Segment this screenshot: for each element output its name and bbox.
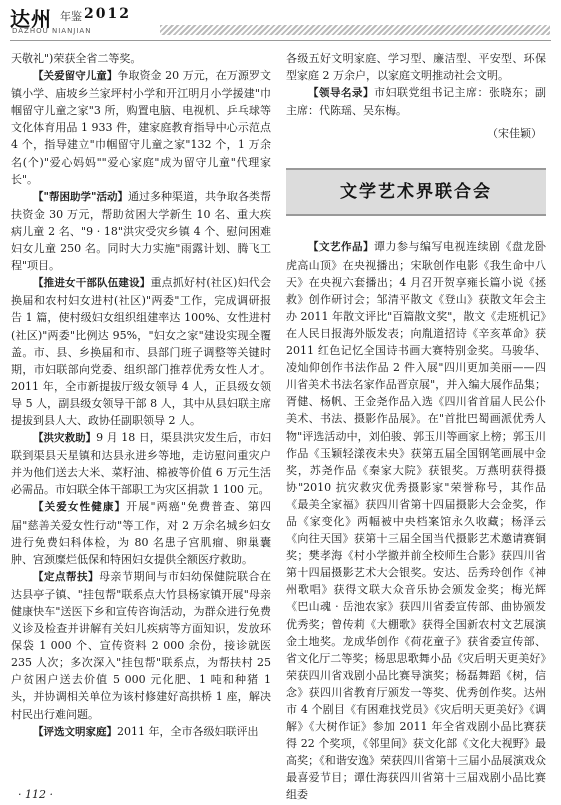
page-number: · 112 ·: [18, 788, 53, 801]
paragraph-text: 各级五好文明家庭、学习型、廉洁型、平安型、环保型家庭 2 万余户，以家庭文明推动社会文明。: [286, 52, 546, 83]
right-column-bottom: [286, 238, 546, 803]
paragraph-text: 母亲节期间与市妇幼保健院联合在达县亭子镇、"挂包帮"联系点大竹县杨家镇开展"母亲健康快车"送医下乡和宣传咨询活动，为群众进行免费义诊及检查并讲解有关妇儿疾病等方面知识，发放环保袋 1 000 个、宣传资料 2 000 余份，接诊就医 235 人次；多次深入"挂包帮"联系点，为帮扶村 25 户贫困户送去价值 5 000 元化肥、1 吨和种猪 1 头，并协调相关单位为该村修建好高拱桥 1 座，解决村民出行难问题。: [11, 569, 271, 721]
paragraph-p5: [11, 498, 271, 567]
paragraph-p7: [11, 723, 271, 741]
paragraph-p4: [11, 429, 271, 498]
paragraph-cont: [286, 50, 546, 84]
header-rule: [10, 40, 551, 41]
yearbook-subtitle: 年鉴: [60, 10, 82, 23]
paragraph-p6: [11, 568, 271, 723]
right-column: [286, 50, 546, 804]
yearbook-year: 2012: [84, 6, 131, 22]
paragraph-p2: [11, 188, 271, 274]
paragraph-text: 争取资金 20 万元，在万源罗文镇小学、庙坡乡兰家坪村小学和开江明月小学援建"巾帼留守儿童之家"3 所，购置电脑、电视机、乒乓球等文化体育用品 1 933 件，建家庭教育指导中心示范点 4 个，指导建立"巾帼留守儿童之家"132 个，1 万余名(个)"爱心妈妈""爱心家庭"成为留守儿童"代理家长"。: [11, 69, 271, 186]
yearbook-latin-title: DAZHOU NIANJIAN: [12, 27, 92, 35]
author-signature: （宋佳颖）: [487, 127, 542, 141]
paragraph-heading: 【定点帮扶】: [33, 570, 99, 583]
page-header: [0, 0, 561, 42]
paragraph-text: 9 月 18 日，渠县洪灾发生后，市妇联到渠县天星镇和达县永进乡等地，走访慰问重灾户并为他们送去大米、菜籽油、棉被等价值 6 万元生活必需品。市妇联全体干部职工为灾区捐款 1 100 元。: [11, 431, 272, 497]
paragraph-p8: [286, 84, 546, 119]
paragraph-heading: 【"帮困助学"活动】: [33, 190, 128, 203]
paragraph-heading: 【领导名录】: [308, 87, 374, 100]
paragraph-text: 谭力参与编写电视连续剧《盘龙卧虎高山顶》在央视播出；宋耿创作电影《我生命中八天》在央视六套播出；4 月召开贺享雍长篇小说《拯救》创作研讨会；邹清平散文《登山》获散文年会主办 2011 年散文评比"百篇散文奖"，散文《走班机记》在人民日报海外版发表；向胤道招诗《辛亥革命》获 2011 红色记忆全国诗书画大赛特别金奖。马骏华、凌灿仰创作书法作品 2 件入展"四川更加美丽——四川省美术书法名家作品晋京展"，并入编大展作品集；胥健、杨帆、王金尧作品入选《四川省首届人民公仆美术、书法、摄影作品展》。在"首批巴蜀画派优秀人物"评选活动中，刘伯骏、郭玉川等画家上榜；郭玉川作品《玉颖轻漾夜未央》获第五届全国钢笔画展中金奖，苏尧作品《秦家大院》获银奖。万燕明获得摄协"2010 抗灾救灾优秀摄影家"荣誉称号，其作品《最美全家福》获四川省第十四届摄影大会金奖，作品《家变化》两幅被中央档案馆永久收藏；杨泽云《向往天国》获第十三届全国当代摄影艺术邀请赛铜奖；樊孝海《村小学撤并前全校师生合影》获四川省第十四届摄影艺术大会银奖。安达、岳秀玲创作《神州歌唱》获得文联大众音乐协会颁发金奖；梅光辉《巴山魂 · 岳池农家》获四川省委宣传部、曲协颁发优秀奖；曾传莉《大棚歌》获得全国新农村文艺展演金土地奖。龙成华创作《荷花童子》获省委宣传部、省文化厅二等奖；杨思思歌舞小品《灾后明天更美好》荣获四川省戏剧小品比赛导演奖；杨磊舞蹈《树，信念》获四川省教育厅颁发一等奖、优秀创作奖。达州市 4 个剧目《有困难找党员》《灾后明天更美好》《调解》《大树作证》参加 2011 年全省戏剧小品比赛获得 22 个奖项，《邻里间》获文化部《文化大视野》最高奖；《和谐安逸》荣获四川省第十三届小品展演戏众最喜爱节目；谭仕海获四川省第十三届戏剧小品比赛组委: [286, 240, 546, 802]
paragraph-heading: 【推进女干部队伍建设】: [33, 277, 151, 290]
paragraph-p9: [286, 238, 546, 803]
header-hatch-stripe: [160, 25, 550, 35]
paragraph-p1: [11, 67, 271, 188]
paragraph-text: 通过多种渠道，共争取各类帮扶资金 30 万元，帮助贫困大学新生 10 名、重大疾病儿童 2 名、"9 · 18"洪灾受灾乡镇 4 个、慰问困难妇女儿童 250 名。同时大力实施"雨露计划、腾飞工程"项目。: [11, 189, 271, 273]
paragraph-p3: [11, 274, 271, 429]
yearbook-title: 达州: [10, 7, 52, 31]
paragraph-heading: 【洪灾救助】: [33, 432, 97, 445]
paragraph-heading: 【关爱女性健康】: [33, 501, 127, 514]
paragraph-heading: 【评选文明家庭】: [33, 725, 117, 738]
section-title-banner: 文学艺术界联合会: [286, 168, 546, 216]
paragraph-text: 2011 年，全市各级妇联评出: [117, 724, 259, 738]
paragraph-heading: 【关爱留守儿童】: [33, 70, 118, 83]
paragraph-cont: [11, 50, 271, 67]
paragraph-text: 天敬礼")荣获全省二等奖。: [11, 52, 142, 65]
paragraph-text: 市妇联党组书记主席：张晓东；副主席：代陈瑶、吴东梅。: [286, 86, 546, 118]
left-column: [11, 50, 271, 741]
right-column-top: [286, 50, 546, 119]
paragraph-text: 重点抓好村(社区)妇代会换届和农村妇女进村(社区)"两委"工作，完成调研报告 1 篇，使村级妇女组织组建率达 100%、女性进村(社区)"两委"比例达 95%，"妇女之家"建设实现全覆盖。市、县、乡换届和市、县部门班子调整等关键时期，市妇联部向党委、组织部门推荐优秀女性人才。2011 年，全市新提拔厅级女领导 4 人，正县级女领导 5 人，副县级女领导干部 8 人，其中从县妇联主席提拔到县人大、政协任副职领导 2 人。: [11, 276, 271, 427]
paragraph-text: 开展"两癌"免费普查、第四届"慈善关爱女性行动"等工作，对 2 万余名城乡妇女进行免费妇科体检，为 80 名患子宫肌瘤、卵巢囊肿、宫颈糜烂低保和特困妇女提供全额医疗救助。: [11, 500, 271, 566]
paragraph-heading: 【文艺作品】: [308, 241, 374, 254]
